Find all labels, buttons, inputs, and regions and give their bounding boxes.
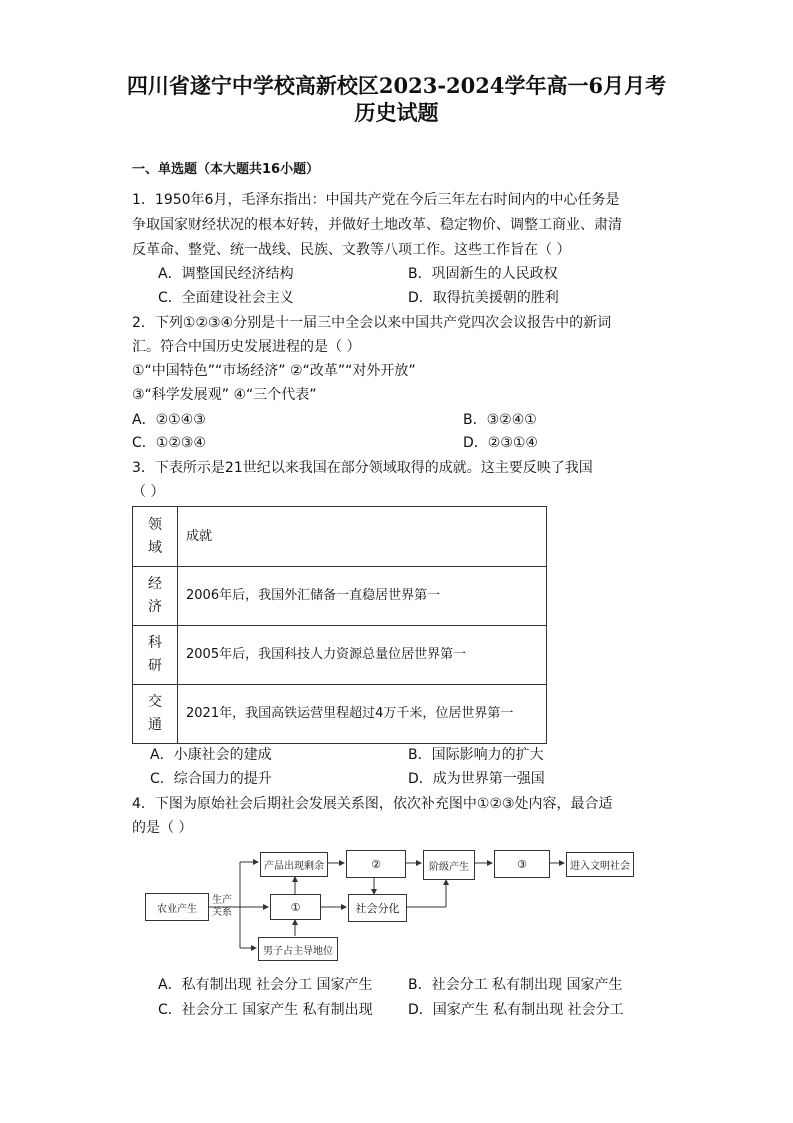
q1-option-a: A．调整国民经济结构 — [158, 266, 294, 282]
q1-option-d: D．取得抗美援朝的胜利 — [408, 290, 559, 306]
male-dominance-box: 男子占主导地位 — [258, 937, 338, 961]
relation-label-1: 生产 — [212, 895, 232, 906]
table-cell: 交通 — [133, 685, 178, 744]
achievement-table — [132, 506, 547, 744]
page-title: 四川省遂宁中学校高新校区2023-2024学年高一6月月考 — [126, 73, 667, 98]
q4-option-c: C．社会分工 国家产生 私有制出现 — [158, 1002, 373, 1018]
q3-option-d: D．成为世界第一强国 — [408, 771, 545, 787]
q1-line-2: 争取国家财经状况的根本好转，并做好土地改革、稳定物价、调整工商业、肃清 — [132, 217, 622, 233]
q3-option-a: A．小康社会的建成 — [150, 747, 272, 763]
q4-option-d: D．国家产生 私有制出现 社会分工 — [408, 1002, 624, 1018]
q3-option-c: C．综合国力的提升 — [150, 771, 272, 787]
table-row — [133, 626, 547, 685]
q1-option-c: C．全面建设社会主义 — [158, 290, 294, 306]
table-cell: 经济 — [133, 567, 178, 626]
q2-option-c: C．①②③④ — [132, 435, 206, 451]
q3-option-b: B．国际影响力的扩大 — [408, 747, 544, 763]
q3-line-2: （ ） — [132, 484, 165, 500]
q4-option-b: B．社会分工 私有制出现 国家产生 — [408, 977, 623, 993]
social-development-diagram — [143, 850, 643, 960]
q2-line-3: ①“中国特色”“市场经济” ②“改革”“对外开放” — [132, 363, 416, 379]
agriculture-box: 农业产生 — [145, 893, 209, 921]
q2-line-1: 2．下列①②③④分别是十一届三中全会以来中国共产党四次会议报告中的新词 — [132, 315, 612, 331]
civilization-box: 进入文明社会 — [566, 852, 634, 877]
q1-option-b: B．巩固新生的人民政权 — [408, 266, 558, 282]
q4-option-a: A．私有制出现 社会分工 国家产生 — [158, 977, 373, 993]
q2-option-b: B．③②④① — [463, 412, 537, 428]
table-header-cell: 成就 — [178, 507, 547, 567]
blank-3-box: ③ — [494, 850, 550, 878]
table-header-cell: 领域 — [133, 507, 178, 567]
page-subtitle: 历史试题 — [354, 100, 439, 125]
q2-option-a: A．②①④③ — [132, 412, 206, 428]
table-row — [133, 685, 547, 744]
blank-2-box: ② — [346, 850, 406, 878]
q3-line-1: 3．下表所示是21世纪以来我国在部分领域取得的成就。这主要反映了我国 — [132, 460, 593, 476]
q4-line-2: 的是（ ） — [132, 820, 193, 836]
table-row — [133, 567, 547, 626]
q2-option-d: D．②③①④ — [463, 435, 538, 451]
table-cell: 2005年后，我国科技人力资源总量位居世界第一 — [178, 626, 547, 685]
table-header-row — [133, 507, 547, 567]
relation-label-2: 关系 — [212, 907, 232, 918]
q2-line-2: 汇。符合中国历史发展进程的是（ ） — [132, 339, 361, 355]
section-heading: 一、单选题（本大题共16小题） — [132, 162, 320, 177]
q1-line-1: 1．1950年6月，毛泽东指出：中国共产党在今后三年左右时间内的中心任务是 — [132, 192, 620, 208]
table-cell: 2021年，我国高铁运营里程超过4万千米，位居世界第一 — [178, 685, 547, 744]
social-differentiation-box: 社会分化 — [348, 894, 407, 922]
q1-line-3: 反革命、整党、统一战线、民族、文教等八项工作。这些工作旨在（ ） — [132, 242, 571, 258]
class-box: 阶级产生 — [423, 850, 475, 880]
surplus-box: 产品出现剩余 — [260, 852, 328, 877]
blank-1-box: ① — [270, 894, 321, 920]
table-cell: 2006年后，我国外汇储备一直稳居世界第一 — [178, 567, 547, 626]
table-cell: 科研 — [133, 626, 178, 685]
q4-line-1: 4．下图为原始社会后期社会发展关系图，依次补充图中①②③处内容，最合适 — [132, 796, 613, 812]
q2-line-4: ③“科学发展观” ④“三个代表” — [132, 387, 317, 403]
